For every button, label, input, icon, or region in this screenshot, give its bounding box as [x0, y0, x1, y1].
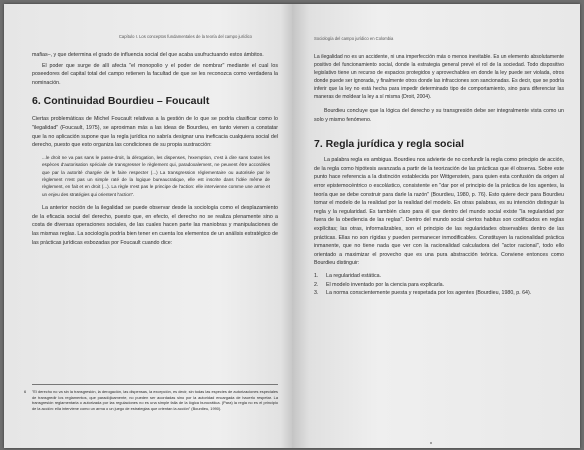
- list-item-number: 2.: [314, 281, 319, 288]
- list-item: [314, 272, 564, 281]
- left-running-head: Capítulo I. Los conceptos fundamentales de la teoría del campo jurídico: [118, 34, 252, 39]
- footnote-text: "El derecho no va sin la transgresión, la derogación, las dispensas, la excepción, es decir, sin todas las especies de autorizaciones especiales de transgredir los reglamentos, que paradójicamente, no pueden ser acordadas sino por la autoridad encargada de hacerlo respetar. La transgresión reglamentaria o autorizada por las regulaciones no es una simple falla de la lógica burocrática. (Para) la regla no es el principio de la acción: ella interviene como un arma o un juego de estrategias que orientan la acción" (Bourdieu, 1990).: [32, 389, 278, 411]
- paragraph-rule: La palabra regla es ambigua. Bourdieu nos advierte de no confundir la regla como principio de acción, de la regla como hipótesis avanzada a partir de la teorización de las prácticas que él observa. Sobre este punto hace referencia a la distinción establecida por Wittgenstein, para quien esta confusión da origen al error epistemocéntrico o escolástico, consistente en "dar por el principio de la práctica de los agentes, la teoría que se debe construir para darle la razón" (Bourdieu, 1980, p. 76). Esto quiere decir para Bourdieu tomar el modelo de la realidad por la realidad del modelo. En otras palabras, es su intención distinguir la regla y la regularidad. Es también claro para él que dentro del mundo social existe "la regularidad por fuera de la obediencia de las reglas". Dentro del mundo social ciertos habitus son codificados en reglas explícitas; las otras, informalizables, son el principio de las regularidades observables dentro de las prácticas. Ellas no son rígidas y pueden permanecer inmodificables. Constituyen la racionalidad práctica inmanente, que no tiene nada que ver con la racionalidad calculadora del "actor racional", todo ello orientado a maximizar el provecho que es una pura abstracción teórica. Conviene entonces como Bourdieu distinguir:: [314, 157, 564, 267]
- list-item-text: La regularidad estática.: [326, 272, 382, 279]
- book-spread: [4, 4, 580, 448]
- illegality-blockquote: La ilegalidad no es un accidente, ni una imperfección más o menos inevitable. Es un elemento absolutamente positivo del funcionamiento social, donde la estrategia general prevé el rol de la sociedad. Todo dispositivo legislativo tiene un recurso de espacios protegidos y aprovechables en donde la ley puede ser violada, otros donde puede ser ignorada, y finalmente otros donde las infracciones son sancionadas. Es decir, que se podría inferir que la ley no está hecha para impedir determinado tipo de comportamiento, sino para diferenciar las maneras de moldear la ley a sí misma (Droit, 2004).: [314, 54, 564, 100]
- paragraph-conclusion: Bourdieu concluye que la lógica del derecho y su transgresión debe ser integralmente vista como un solo y mismo fenómeno.: [314, 108, 564, 123]
- list-item-text: El modelo inventado por la ciencia para explicarla.: [326, 281, 445, 288]
- left-page: [4, 4, 292, 448]
- footnote-number: 6: [24, 389, 27, 394]
- footnote: [24, 384, 278, 411]
- distinction-list: [314, 272, 564, 298]
- right-page: [292, 4, 580, 448]
- paragraph-monopoly: El poder que surge de allí afecta "el monopolio y el poder de nombrar" mediante el cual los poseedores del capital total del campo retienen la facultad de que se les reconozca como verdadera la nominación.: [32, 62, 278, 86]
- paragraph-illegality: La anterior noción de la ilegalidad se puede observar desde la sociología como el desplazamiento de la eficacia social del derecho, puesto que, en efecto, el derecho no se realiza plenamente sino a costa de diversas operaciones sociales, de las cuales hacen parte las maniobras y manipulaciones de las mismas reglas. La sociología podría bien tener en cuenta los elementos de un análisis estratégico de las prácticas jurídicas esbozadas por Foucault cuando dice:: [32, 205, 278, 246]
- list-item-number: 3.: [314, 290, 319, 297]
- paragraph-foucault: Ciertas problemáticas de Michel Foucault relativas a la gestión de lo que se podría clasificar como lo "ilegalidad" (Foucault, 1975), se aproximan más a las ideas de Bourdieu, en tanto vienen a constatar que la no aplicación supone que la regla jurídica no sabría designar una ineficacia cualquiera social del derecho, puesto que esto organiza las condiciones de su propia sustracción:: [32, 116, 278, 149]
- list-item: [314, 289, 564, 298]
- scan-speck: [430, 442, 432, 444]
- list-item-text: La norma conscientemente puesta y respetada por los agentes (Bourdieu, 1980, p. 64).: [326, 290, 532, 297]
- paragraph-continuation: mafias–, y que determina el grado de influencia social del que acaba usufructuando estos ámbitos.: [32, 52, 264, 58]
- list-item: [314, 281, 564, 290]
- french-blockquote: ...le droit ne va pas sans le passe-droit, la dérogation, les dispenses, l'exemption, c'est à dire sans toutes les espèces d'autorisation spéciale de transgresser le règlement qui, paradoxalement, ne peuvent être accordées que par la autorité chargée de le faire respecter (...) La transgression réglementaire ou autorisée par le règlement n'est pas un simple raté de la logique bureaucratique, elle est inscrite dans l'idée même de règlement, en fait et en droit (...). La règle n'est pas le principe de l'action: elle intervienne comme une arme et un enjeu des stratégies qui orientent l'action".: [42, 154, 270, 197]
- list-item-number: 1.: [314, 272, 319, 279]
- right-running-head: Sociología del campo jurídico en Colombia: [314, 36, 394, 41]
- section-heading-6: 6. Continuidad Bourdieu – Foucault: [32, 95, 210, 108]
- section-heading-7: 7. Regla jurídica y regla social: [314, 138, 464, 151]
